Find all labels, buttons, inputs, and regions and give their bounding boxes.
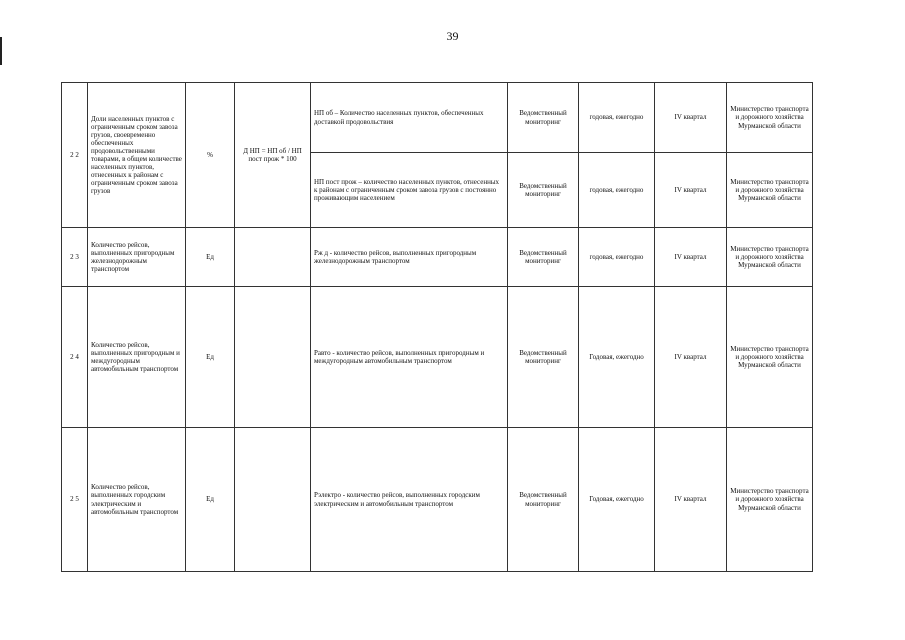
variable-description: НП об – Количество населенных пунктов, обеспеченных доставкой продовольствия — [311, 83, 508, 153]
unit: % — [186, 83, 235, 228]
table-row — [62, 428, 813, 572]
table-row — [62, 287, 813, 428]
row-number: 2 4 — [62, 287, 88, 428]
period: IV квартал — [655, 228, 727, 287]
data-source: Ведомственный мониторинг — [508, 153, 579, 228]
frequency: годовая, ежегодно — [579, 228, 655, 287]
responsible: Министерство транспорта и дорожного хозяйства Мурманской области — [727, 83, 813, 153]
row-number: 2 3 — [62, 228, 88, 287]
data-source: Ведомственный мониторинг — [508, 287, 579, 428]
data-source: Ведомственный мониторинг — [508, 228, 579, 287]
table-row — [62, 83, 813, 153]
frequency: Годовая, ежегодно — [579, 287, 655, 428]
period: IV квартал — [655, 287, 727, 428]
unit: Ед — [186, 228, 235, 287]
variable-description: Равто - количество рейсов, выполненных пригородным и междугородным автомобильным транспортом — [311, 287, 508, 428]
row-number: 2 2 — [62, 83, 88, 228]
unit: Ед — [186, 428, 235, 572]
row-number: 2 5 — [62, 428, 88, 572]
formula — [235, 228, 311, 287]
formula: Д НП = НП об / НП пост прож * 100 — [235, 83, 311, 228]
variable-description: НП пост прож – количество населенных пунктов, отнесенных к районам с ограниченным сроком завоза грузов с постоянно проживающим населением — [311, 153, 508, 228]
responsible: Министерство транспорта и дорожного хозяйства Мурманской области — [727, 153, 813, 228]
indicator-name: Количество рейсов, выполненных пригородным и междугородным автомобильным транспортом — [88, 287, 186, 428]
indicators-table — [61, 82, 813, 572]
data-source: Ведомственный мониторинг — [508, 428, 579, 572]
formula — [235, 287, 311, 428]
responsible: Министерство транспорта и дорожного хозяйства Мурманской области — [727, 287, 813, 428]
indicator-name: Количество рейсов, выполненных пригородным железнодорожным транспортом — [88, 228, 186, 287]
data-source: Ведомственный мониторинг — [508, 83, 579, 153]
responsible: Министерство транспорта и дорожного хозяйства Мурманской области — [727, 428, 813, 572]
responsible: Министерство транспорта и дорожного хозяйства Мурманской области — [727, 228, 813, 287]
period: IV квартал — [655, 83, 727, 153]
frequency: Годовая, ежегодно — [579, 428, 655, 572]
frequency: годовая, ежегодно — [579, 153, 655, 228]
frequency: годовая, ежегодно — [579, 83, 655, 153]
period: IV квартал — [655, 428, 727, 572]
formula — [235, 428, 311, 572]
page-number: 39 — [446, 29, 459, 43]
variable-description: Рэлектро - количество рейсов, выполненных городским электрическим и автомобильным транспортом — [311, 428, 508, 572]
period: IV квартал — [655, 153, 727, 228]
table-row — [62, 228, 813, 287]
unit: Ед — [186, 287, 235, 428]
variable-description: Рж д - количество рейсов, выполненных пригородным железнодорожным транспортом — [311, 228, 508, 287]
indicator-name: Доли населенных пунктов с ограниченным сроком завоза грузов, своевременно обеспеченных продовольственными товарами, в общем количестве населенных пунктов, отнесенных к районам с ограниченным сроком завоза грузов — [88, 83, 186, 228]
indicator-name: Количество рейсов, выполненных городским электрическим и автомобильным транспортом — [88, 428, 186, 572]
